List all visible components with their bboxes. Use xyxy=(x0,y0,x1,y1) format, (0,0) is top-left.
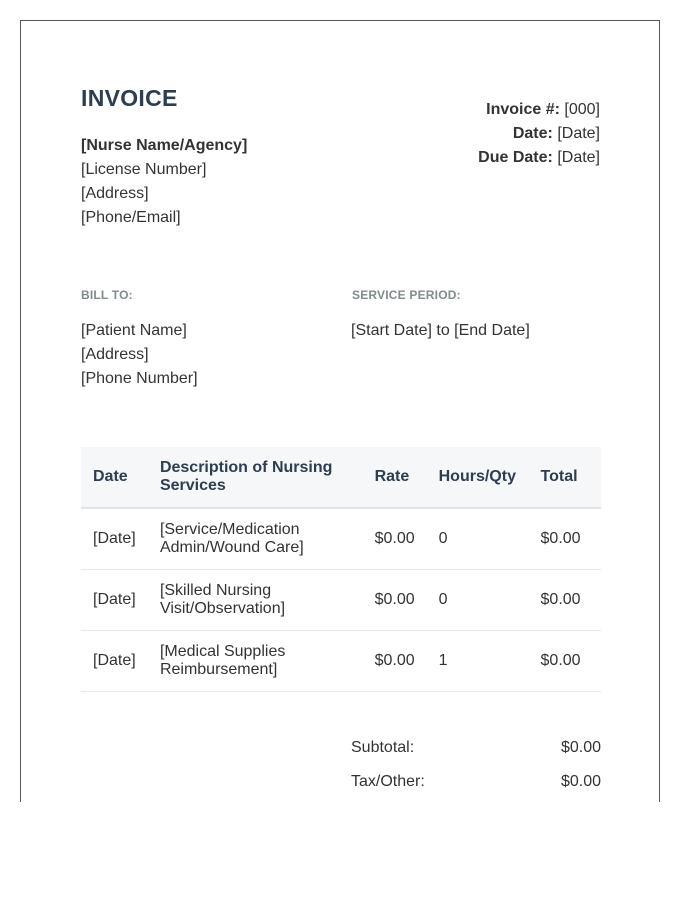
row-description: [Medical Supplies Reimbursement] xyxy=(159,642,286,678)
invoice-number-row xyxy=(478,98,600,122)
invoice-date-row xyxy=(478,122,600,146)
service-period-value: [Start Date] to [End Date] xyxy=(351,322,530,339)
service-period-details xyxy=(351,319,530,343)
patient-name: [Patient Name] xyxy=(81,322,187,339)
row-total: $0.00 xyxy=(540,590,581,608)
invoice-date-value: [Date] xyxy=(557,125,600,142)
row-hours: 0 xyxy=(438,590,448,608)
invoice-title: INVOICE xyxy=(81,85,178,111)
services-table-body xyxy=(81,508,601,691)
header-hours: Hours/Qty xyxy=(438,468,516,485)
row-total: $0.00 xyxy=(540,529,581,547)
row-description: [Skilled Nursing Visit/Observation] xyxy=(159,581,286,617)
subtotal-row xyxy=(351,736,601,770)
header-rate: Rate xyxy=(374,468,410,485)
tax-label: Tax/Other: xyxy=(351,773,425,790)
header-row xyxy=(81,447,601,508)
row-date: [Date] xyxy=(93,529,136,547)
table-row xyxy=(81,569,601,630)
row-description: [Service/Medication Admin/Wound Care] xyxy=(159,520,304,556)
header-total: Total xyxy=(540,468,578,485)
row-rate: $0.00 xyxy=(374,590,415,608)
invoice-due-value: [Date] xyxy=(557,149,600,166)
provider-details xyxy=(81,134,247,230)
patient-address: [Address] xyxy=(81,346,149,363)
services-table xyxy=(81,447,601,692)
row-hours: 0 xyxy=(438,529,448,547)
invoice-number-value: [000] xyxy=(564,101,600,118)
row-hours: 1 xyxy=(438,651,448,669)
provider-name: [Nurse Name/Agency] xyxy=(81,137,248,154)
row-rate: $0.00 xyxy=(374,529,415,547)
tax-row xyxy=(351,770,601,804)
table-row xyxy=(81,630,601,691)
service-period-label: SERVICE PERIOD: xyxy=(352,288,461,302)
provider-address: [Address] xyxy=(81,185,149,202)
services-table-header xyxy=(81,447,601,508)
tax-value: $0.00 xyxy=(560,773,601,790)
header-description: Description of Nursing Services xyxy=(159,459,333,494)
row-date: [Date] xyxy=(93,651,136,669)
invoice-meta xyxy=(478,98,600,170)
provider-contact: [Phone/Email] xyxy=(81,209,181,226)
invoice-due-row xyxy=(478,146,600,170)
invoice-due-label: Due Date: xyxy=(478,149,553,166)
invoice-date-label: Date: xyxy=(512,125,553,142)
invoice-number-label: Invoice #: xyxy=(486,101,560,118)
bill-to-label: BILL TO: xyxy=(81,288,133,302)
patient-phone: [Phone Number] xyxy=(81,370,198,387)
header-date: Date xyxy=(93,468,128,485)
row-total: $0.00 xyxy=(540,651,581,669)
invoice-page xyxy=(20,20,660,802)
subtotal-label: Subtotal: xyxy=(351,739,415,756)
totals-section xyxy=(351,736,601,804)
row-rate: $0.00 xyxy=(374,651,415,669)
subtotal-value: $0.00 xyxy=(560,739,601,756)
bill-to-details xyxy=(81,319,198,391)
table-row xyxy=(81,508,601,569)
provider-license: [License Number] xyxy=(81,161,207,178)
row-date: [Date] xyxy=(93,590,136,608)
